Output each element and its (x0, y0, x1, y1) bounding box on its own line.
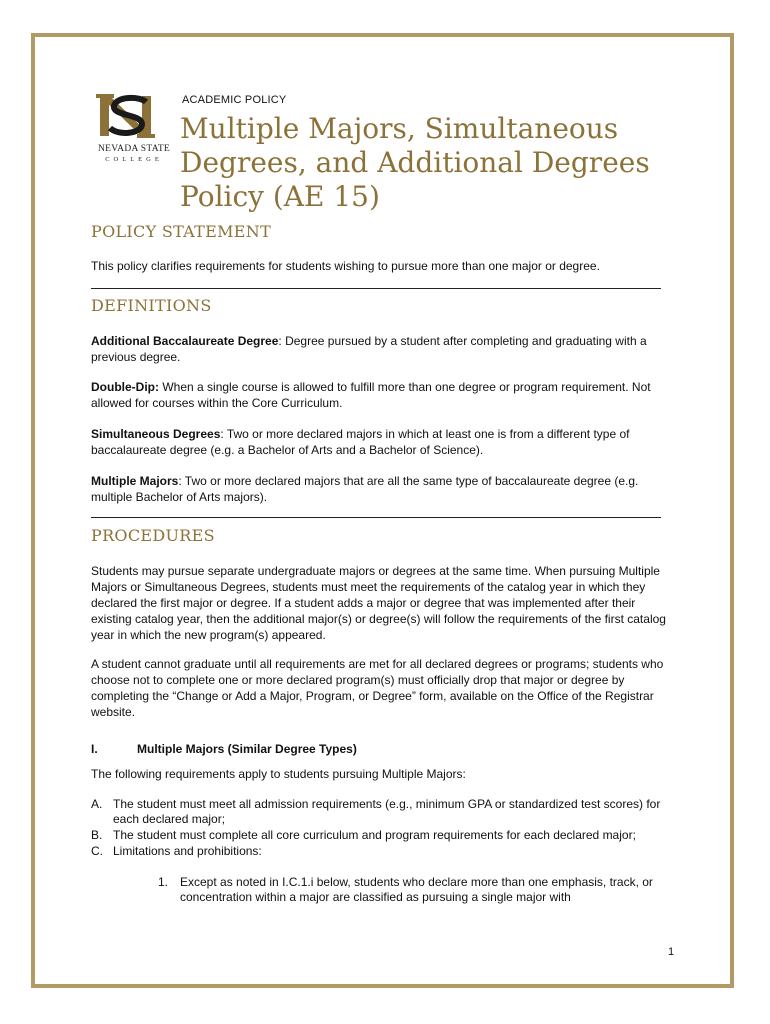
list-item (91, 844, 671, 859)
list-text: The student must complete all core curriculum and program requirements for each declared major; (113, 828, 636, 842)
section-heading (91, 742, 357, 756)
policy-statement-text: This policy clarifies requirements for students wishing to pursue more than one major or degree. (91, 259, 600, 273)
procedures-paragraph-1: Students may pursue separate undergraduate majors or degrees at the same time. When pursuing Multiple Majors or Simultaneous Degrees, students must meet the requirements of the catalog year in which they declared the first major or degree. If a student adds a major or degree that was implemented after their existing catalog year, then the additional major(s) or degree(s) will follow the requirements of the first catalog year in which the new program(s) appeared. (91, 564, 666, 642)
list-text: Limitations and prohibitions: (113, 844, 262, 858)
definition-term: Simultaneous Degrees (91, 427, 221, 441)
definitions-heading: DEFINITIONS (91, 296, 212, 315)
definition-separator: : (278, 334, 286, 348)
definition-item (91, 426, 671, 458)
procedures-heading: PROCEDURES (91, 526, 215, 545)
list-marker: 1. (158, 875, 169, 889)
list-text: Except as noted in I.C.1.i below, students who declare more than one emphasis, track, or concentration within a major are classified as pursuing a single major with (180, 875, 653, 904)
document-kicker: ACADEMIC POLICY (182, 94, 287, 106)
logo-name-text: NEVADA STATE (97, 144, 171, 154)
procedures-paragraph-2: A student cannot graduate until all requirements are met for all declared degrees or programs; students who choose not to complete one or more declared program(s) must officially drop that major or degree by completing the “Change or Add a Major, Program, or Degree” form, available on the Office of the Registrar website. (91, 657, 664, 719)
definition-text: Two or more declared majors that are all the same type of baccalaureate degree (e.g. multiple Bachelor of Arts majors). (91, 474, 639, 504)
policy-statement-heading: POLICY STATEMENT (91, 222, 272, 241)
definition-term: Multiple Majors (91, 474, 179, 488)
page-number: 1 (668, 946, 675, 958)
section-intro: The following requirements apply to students pursuing Multiple Majors: (91, 767, 466, 781)
section-title: Multiple Majors (Similar Degree Types) (137, 742, 357, 756)
list-item (91, 797, 671, 827)
definition-text: When a single course is allowed to fulfill more than one degree or program requirement. Not allowed for courses within the Core Curriculum. (91, 380, 651, 410)
definition-item (91, 333, 671, 365)
logo-subtitle-text: COLLEGE (105, 156, 163, 163)
definition-text: Degree pursued by a student after completing and graduating with a previous degree. (91, 334, 647, 364)
section-number: I. (91, 742, 98, 756)
definition-term: Additional Baccalaureate Degree (91, 334, 279, 348)
list-marker: C. (91, 844, 103, 858)
definition-term: Double-Dip: (91, 380, 159, 394)
sub-list-item (158, 875, 668, 905)
section-divider (91, 517, 661, 518)
requirements-list (91, 797, 671, 859)
list-marker: A. (91, 797, 103, 811)
definition-item (91, 473, 671, 505)
list-text: The student must meet all admission requirements (e.g., minimum GPA or standardized test scores) for each declared major; (113, 797, 661, 826)
ns-monogram-icon (96, 92, 160, 142)
definition-separator: : (220, 427, 227, 441)
definition-text: Two or more declared majors in which at least one is from a different type of baccalaureate degree (e.g. a Bachelor of Arts and a Bachelor of Science). (91, 427, 630, 457)
definition-item (91, 379, 671, 411)
document-title: Multiple Majors, Simultaneous Degrees, and Additional Degrees Policy (AE 15) (180, 112, 650, 213)
section-divider (91, 288, 661, 289)
list-item (91, 828, 671, 843)
list-marker: B. (91, 828, 103, 842)
definition-separator: : (178, 474, 185, 488)
